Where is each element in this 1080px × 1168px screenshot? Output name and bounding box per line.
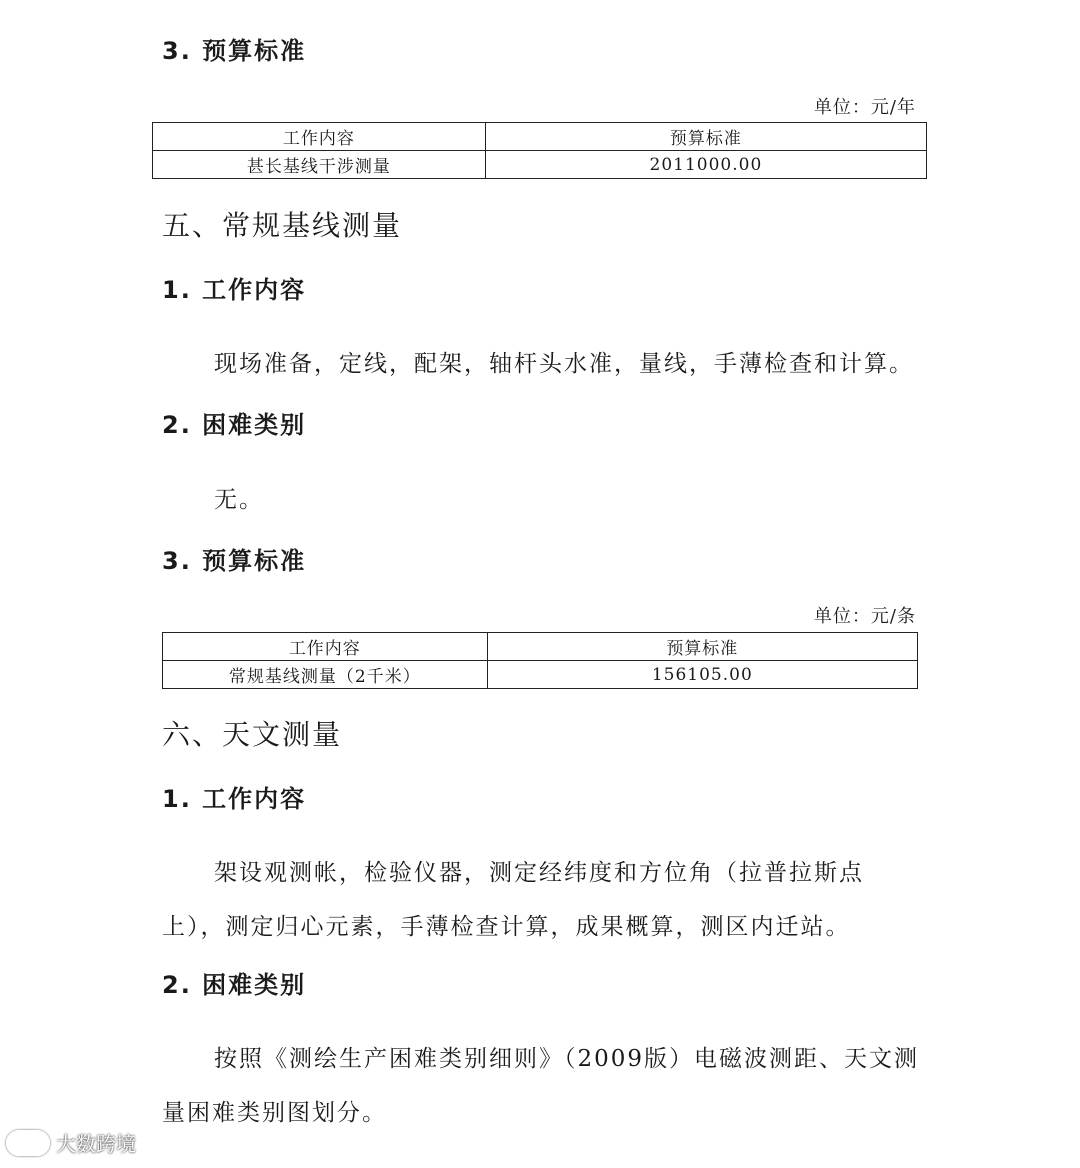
table-header-row (153, 123, 927, 151)
section-6-content-text: 架设观测帐，检验仪器，测定经纬度和方位角（拉普拉斯点上），测定归心元素，手薄检查计算，成果概算，测区内迁站。 (162, 860, 864, 940)
section-6-content-heading: 1. 工作内容 (162, 785, 307, 813)
section-6-difficulty-text: 按照《测绘生产困难类别细则》（2009版）电磁波测距、天文测量困难类别图划分。 (162, 1046, 920, 1126)
table-row (163, 661, 918, 689)
unit-label-s5: 单位：元/条 (813, 606, 916, 627)
table-cell: 2011000.00 (485, 151, 926, 179)
section-5-content-heading: 1. 工作内容 (162, 276, 307, 304)
section-5-difficulty-heading: 2. 困难类别 (162, 411, 307, 439)
section-5-difficulty-text: 无。 (214, 487, 264, 513)
watermark-text: 大数跨境 (56, 1132, 136, 1156)
section-6-title: 六、天文测量 (162, 718, 343, 751)
table-cell: 甚长基线干涉测量 (153, 151, 486, 179)
section-5-budget-heading: 3. 预算标准 (162, 547, 307, 575)
budget-standard-heading-prev: 3. 预算标准 (162, 37, 307, 65)
unit-label-prev: 单位：元/年 (813, 97, 916, 118)
table-cell: 156105.00 (487, 661, 917, 689)
watermark-logo-icon (6, 1130, 50, 1156)
table-cell: 常规基线测量（2千米） (163, 661, 488, 689)
budget-table-s5 (162, 632, 918, 689)
table-header-cell: 预算标准 (485, 123, 926, 151)
table-row (153, 151, 927, 179)
table-header-cell: 工作内容 (153, 123, 486, 151)
watermark (6, 1128, 136, 1157)
budget-table-prev (152, 122, 927, 179)
section-5-title: 五、常规基线测量 (162, 209, 403, 242)
section-6-difficulty-heading: 2. 困难类别 (162, 971, 307, 999)
section-5-content-text: 现场准备，定线，配架，轴杆头水准，量线，手薄检查和计算。 (214, 351, 914, 377)
table-header-cell: 工作内容 (163, 633, 488, 661)
table-header-row (163, 633, 918, 661)
table-header-cell: 预算标准 (487, 633, 917, 661)
